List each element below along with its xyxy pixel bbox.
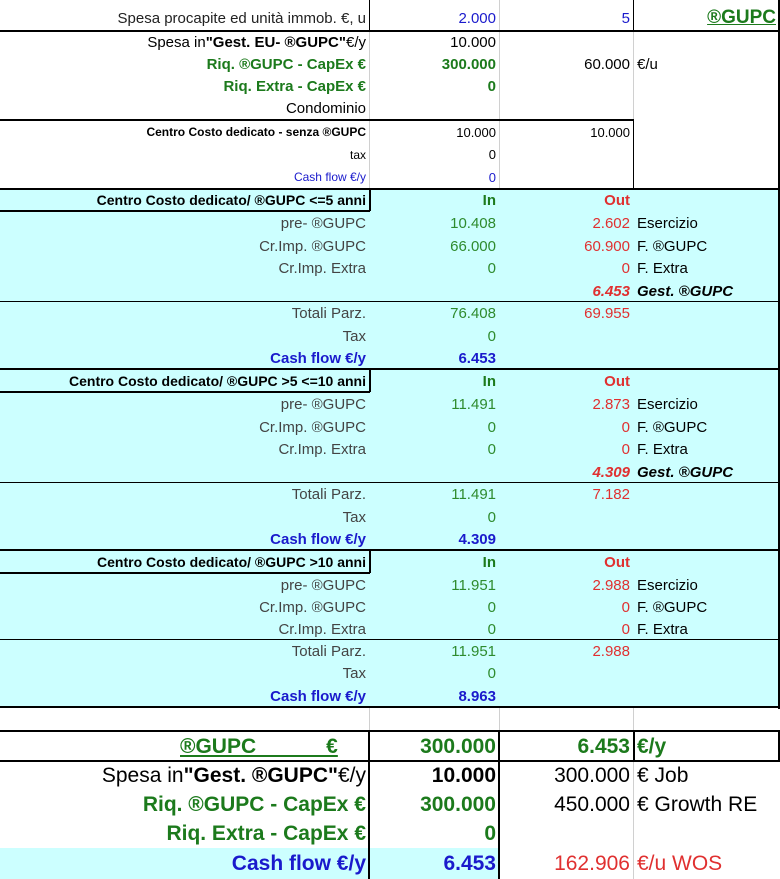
border [369, 370, 371, 392]
value-c[interactable]: 5 [621, 9, 630, 27]
value-c[interactable]: 60.000 [584, 55, 630, 73]
section-2-totali [0, 483, 780, 506]
section-1-header [0, 189, 780, 211]
label: Tax [342, 327, 366, 345]
border [498, 730, 500, 879]
border [0, 730, 780, 732]
label: Totali Parz. [291, 642, 366, 660]
border [0, 706, 780, 708]
in-value[interactable]: 66.000 [450, 237, 496, 255]
in-value[interactable]: 10.408 [450, 215, 496, 232]
value-b[interactable]: 0 [488, 147, 496, 162]
cf-value[interactable]: 6.453 [458, 349, 496, 367]
border [0, 368, 780, 370]
out-value[interactable]: 2.602 [592, 215, 630, 232]
label-post: €/y [345, 33, 366, 51]
row-centro-senza [0, 121, 780, 143]
section-3-crimp [0, 596, 780, 618]
label: Cash flow €/y [270, 687, 366, 705]
section-title: Centro Costo dedicato/ ®GUPC >5 <=10 anni [69, 373, 366, 389]
border [0, 549, 780, 551]
in-value[interactable]: 0 [487, 441, 496, 458]
section-1-gest [0, 280, 780, 302]
unit: € Job [637, 763, 689, 787]
row-spesa-procapite [0, 6, 780, 30]
out-value[interactable]: 0 [621, 418, 630, 436]
in-value[interactable]: 11.951 [451, 642, 496, 660]
in-value[interactable]: 0 [487, 664, 496, 682]
value-c[interactable]: 300.000 [554, 763, 630, 787]
border [0, 210, 370, 212]
label: Riq. Extra - CapEx € [223, 77, 366, 95]
unit: €/y [637, 734, 667, 758]
out-value[interactable]: 2.873 [592, 396, 630, 413]
brand-label: ®GUPC [707, 7, 776, 28]
section-3-totali [0, 640, 780, 662]
section-2-crimp [0, 416, 780, 438]
out-value[interactable]: 0 [621, 260, 630, 277]
label: Spesa procapite ed unità immob. €, u [117, 9, 366, 27]
label-bold: "Gest. ®GUPC" [183, 763, 338, 787]
border [369, 189, 371, 211]
section-1-extra [0, 257, 780, 280]
label: Tax [342, 508, 366, 526]
border [633, 730, 635, 762]
label-pre: Spesa in [101, 763, 184, 787]
border [633, 119, 634, 189]
label: Cr.Imp. ®GUPC [259, 418, 366, 436]
section-2-tax [0, 506, 780, 528]
border [0, 30, 780, 32]
value-b[interactable]: 2.000 [458, 9, 496, 27]
desc: Esercizio [637, 396, 698, 413]
out-value[interactable]: 2.988 [592, 576, 630, 594]
value-b[interactable]: 10.000 [450, 33, 496, 51]
label: Cash flow €/y [293, 170, 366, 184]
in-value[interactable]: 11.491 [451, 486, 496, 503]
in-value[interactable]: 11.491 [451, 396, 496, 413]
desc: F. Extra [637, 441, 688, 458]
label: pre- ®GUPC [280, 576, 366, 594]
label: Cr.Imp. Extra [278, 260, 366, 277]
label: pre- ®GUPC [280, 215, 366, 232]
label: Riq. Extra - CapEx € [166, 821, 366, 845]
value-b[interactable]: 10.000 [456, 124, 496, 140]
label-pre: Spesa in [147, 33, 206, 51]
label: Cr.Imp. Extra [278, 441, 366, 458]
section-2-pre [0, 393, 780, 416]
border [368, 730, 370, 879]
row-spesa-gest-eu [0, 31, 780, 53]
in-header: In [482, 372, 496, 390]
value-b[interactable]: 300.000 [420, 734, 496, 758]
border [633, 0, 634, 30]
out-value[interactable]: 0 [621, 598, 630, 616]
gest-value[interactable]: 4.309 [592, 463, 630, 481]
value-c[interactable]: 162.906 [554, 851, 630, 875]
value-c[interactable]: 450.000 [554, 792, 630, 816]
label-bold: "Gest. EU- ®GUPC" [205, 33, 346, 51]
label: pre- ®GUPC [280, 396, 366, 413]
value-b[interactable]: 0 [488, 169, 496, 185]
in-value[interactable]: 0 [487, 598, 496, 616]
label [0, 31, 370, 53]
section-3-cashflow [0, 685, 780, 707]
row-centro-cashflow [0, 166, 780, 188]
section-2-gest [0, 461, 780, 483]
summary-riq-gupc [0, 790, 780, 819]
out-value[interactable]: 2.988 [592, 642, 630, 660]
out-value[interactable]: 60.900 [584, 237, 630, 255]
desc: Gest. ®GUPC [637, 463, 734, 481]
value-b[interactable]: 10.000 [431, 763, 496, 787]
label: tax [349, 147, 366, 162]
out-value[interactable]: 0 [621, 620, 630, 638]
desc: Esercizio [637, 215, 698, 232]
value-b[interactable]: 0 [487, 77, 496, 95]
desc: F. ®GUPC [637, 598, 708, 616]
in-value[interactable]: 76.408 [450, 305, 496, 322]
in-value[interactable]: 0 [487, 418, 496, 436]
out-header: Out [604, 553, 630, 571]
section-1-totali [0, 302, 780, 325]
border [0, 482, 780, 483]
row-riq-extra [0, 75, 780, 97]
section-title: Centro Costo dedicato/ ®GUPC >10 anni [97, 554, 366, 570]
border [369, 551, 371, 573]
value-b[interactable]: 0 [484, 821, 496, 845]
out-value[interactable]: 7.182 [592, 486, 630, 503]
label: Condominio [285, 99, 366, 117]
label: Cash flow €/y [231, 851, 366, 875]
section-3-extra [0, 618, 780, 640]
unit: €/u [637, 55, 658, 73]
in-value[interactable]: 0 [487, 260, 496, 277]
label: Cr.Imp. Extra [278, 620, 366, 638]
in-header: In [482, 191, 496, 209]
border [0, 301, 780, 302]
value-c[interactable]: 10.000 [590, 124, 630, 140]
label: Riq. ®GUPC - CapEx € [206, 55, 366, 73]
border [0, 639, 780, 640]
unit: € Growth RE [637, 792, 758, 816]
summary-spesa [0, 761, 780, 790]
out-value[interactable]: 0 [621, 441, 630, 458]
section-2-cashflow [0, 528, 780, 550]
unit: €/u WOS [637, 851, 723, 875]
label [0, 732, 370, 761]
out-value[interactable]: 69.955 [584, 305, 630, 322]
label: Totali Parz. [291, 486, 366, 503]
label: Tax [342, 664, 366, 682]
border [0, 572, 370, 574]
border [0, 119, 634, 121]
section-3-header [0, 551, 780, 573]
section-3-tax [0, 662, 780, 684]
section-2-extra [0, 438, 780, 461]
desc: F. ®GUPC [637, 418, 708, 436]
summary-riq-extra [0, 819, 780, 848]
in-value[interactable]: 0 [487, 327, 496, 345]
section-1-tax [0, 325, 780, 347]
out-header: Out [604, 191, 630, 209]
border [0, 188, 780, 190]
label: Riq. ®GUPC - CapEx € [142, 792, 366, 816]
label: Cr.Imp. ®GUPC [259, 598, 366, 616]
border [369, 0, 370, 30]
cf-value[interactable]: 4.309 [458, 530, 496, 548]
value-b[interactable]: 6.453 [443, 851, 496, 875]
summary-gupc [0, 732, 780, 761]
label [0, 761, 370, 790]
section-3-pre [0, 574, 780, 596]
value-c[interactable]: 6.453 [577, 734, 630, 758]
section-1-pre [0, 212, 780, 235]
label: Cash flow €/y [270, 349, 366, 367]
row-riq-gupc [0, 53, 780, 75]
label-text: ®GUPC € [180, 734, 338, 758]
label: Cash flow €/y [270, 530, 366, 548]
out-header: Out [604, 372, 630, 390]
desc: Esercizio [637, 576, 698, 594]
desc: F. Extra [637, 260, 688, 277]
in-value[interactable]: 0 [487, 508, 496, 526]
in-value[interactable]: 11.951 [451, 576, 496, 594]
label: Totali Parz. [291, 305, 366, 322]
desc: F. Extra [637, 620, 688, 638]
value-b[interactable]: 300.000 [420, 792, 496, 816]
cf-value[interactable]: 8.963 [458, 687, 496, 705]
desc: F. ®GUPC [637, 237, 708, 255]
label: Cr.Imp. ®GUPC [259, 237, 366, 255]
row-centro-tax [0, 143, 780, 166]
border [0, 760, 780, 762]
label-post: €/y [337, 763, 366, 787]
section-1-crimp [0, 235, 780, 257]
section-1-cashflow [0, 347, 780, 369]
row-condominio [0, 97, 780, 119]
label: Centro Costo dedicato - senza ®GUPC [146, 125, 366, 139]
gest-value[interactable]: 6.453 [592, 282, 630, 300]
in-header: In [482, 553, 496, 571]
section-2-header [0, 370, 780, 392]
section-title: Centro Costo dedicato/ ®GUPC <=5 anni [96, 192, 366, 208]
in-value[interactable]: 0 [487, 620, 496, 638]
summary-cashflow [0, 848, 780, 879]
desc: Gest. ®GUPC [637, 282, 734, 300]
border [0, 391, 370, 393]
value-b[interactable]: 300.000 [441, 55, 496, 73]
